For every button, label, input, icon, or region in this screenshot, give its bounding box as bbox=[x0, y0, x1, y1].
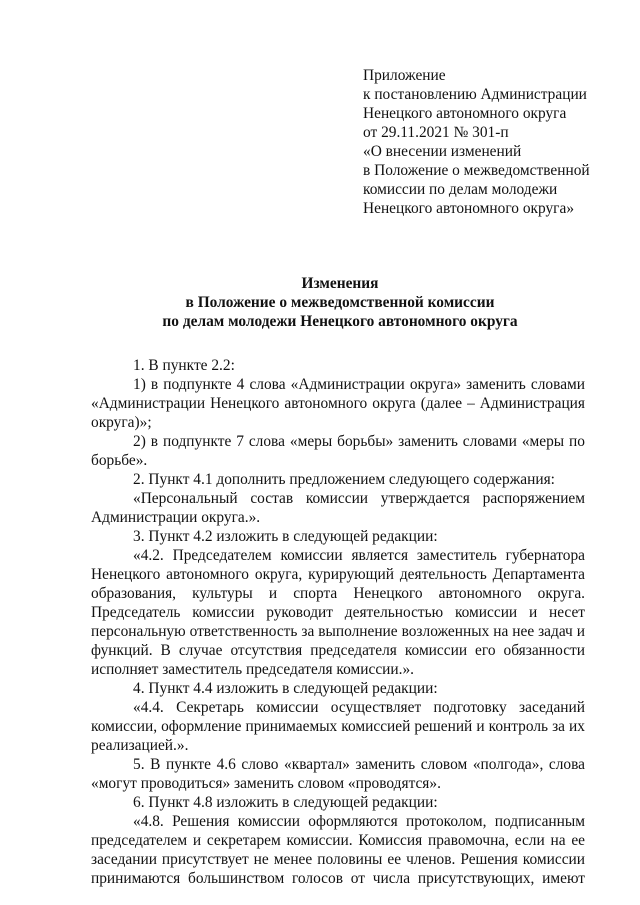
paragraph: «4.2. Председателем комиссии является заместитель губернатора Ненецкого автономного округа, курирующий деятельность Департамента образования, культуры и спорта Ненецкого автономного округа. Председатель комиссии руководит деятельностью комиссии и несет персональную ответственность за выполнение возложенных на нее задач и функций. В случае отсутствия председателя комиссии его обязанности исполняет заместитель председателя комиссии.». bbox=[91, 547, 585, 678]
annex-line: Ненецкого автономного округа bbox=[363, 105, 567, 122]
paragraph: «Персональный состав комиссии утверждается распоряжением Администрации округа.». bbox=[91, 490, 585, 526]
annex-line: к постановлению Администрации bbox=[363, 86, 587, 103]
paragraph: 2. Пункт 4.1 дополнить предложением следующего содержания: bbox=[133, 471, 555, 488]
paragraph: «4.8. Решения комиссии оформляются протоколом, подписанным председателем и секретарем комиссии. Комиссия правомочна, если на ее заседании присутствует не менее половины ее членов. Решения комиссии принимаются большинством голосов от числа присутствующих, имеют bbox=[91, 813, 585, 887]
paragraph: 2) в подпункте 7 слова «меры борьбы» заменить словами «меры по борьбе». bbox=[91, 433, 585, 469]
annex-line: комиссии по делам молодежи bbox=[363, 181, 558, 198]
paragraph: 1. В пункте 2.2: bbox=[133, 357, 235, 374]
annex-line: «О внесении изменений bbox=[363, 143, 522, 160]
annex-line: Ненецкого автономного округа» bbox=[363, 200, 575, 217]
document-body bbox=[91, 356, 585, 888]
annex-header bbox=[363, 66, 623, 218]
title-line: в Положение о межведомственной комиссии bbox=[185, 294, 495, 311]
title-line: по делам молодежи Ненецкого автономного округа bbox=[162, 313, 518, 330]
title-line: Изменения bbox=[301, 275, 379, 292]
document-title bbox=[80, 274, 600, 331]
annex-line: от 29.11.2021 № 301-п bbox=[363, 124, 509, 141]
paragraph: 5. В пункте 4.6 слово «квартал» заменить словом «полгода», слова «могут проводиться» заменить словом «проводятся». bbox=[91, 756, 585, 792]
annex-line: в Положение о межведомственной bbox=[363, 162, 590, 179]
paragraph: 3. Пункт 4.2 изложить в следующей редакции: bbox=[133, 528, 438, 545]
paragraph: 1) в подпункте 4 слова «Администрации округа» заменить словами «Администрации Ненецкого автономного округа (далее – Администрация округа)»; bbox=[91, 376, 585, 431]
paragraph: 6. Пункт 4.8 изложить в следующей редакции: bbox=[133, 794, 438, 811]
paragraph: «4.4. Секретарь комиссии осуществляет подготовку заседаний комиссии, оформление принимаемых комиссией решений и контроль за их реализацией.». bbox=[91, 699, 585, 754]
annex-line: Приложение bbox=[363, 67, 446, 84]
paragraph: 4. Пункт 4.4 изложить в следующей редакции: bbox=[133, 680, 438, 697]
